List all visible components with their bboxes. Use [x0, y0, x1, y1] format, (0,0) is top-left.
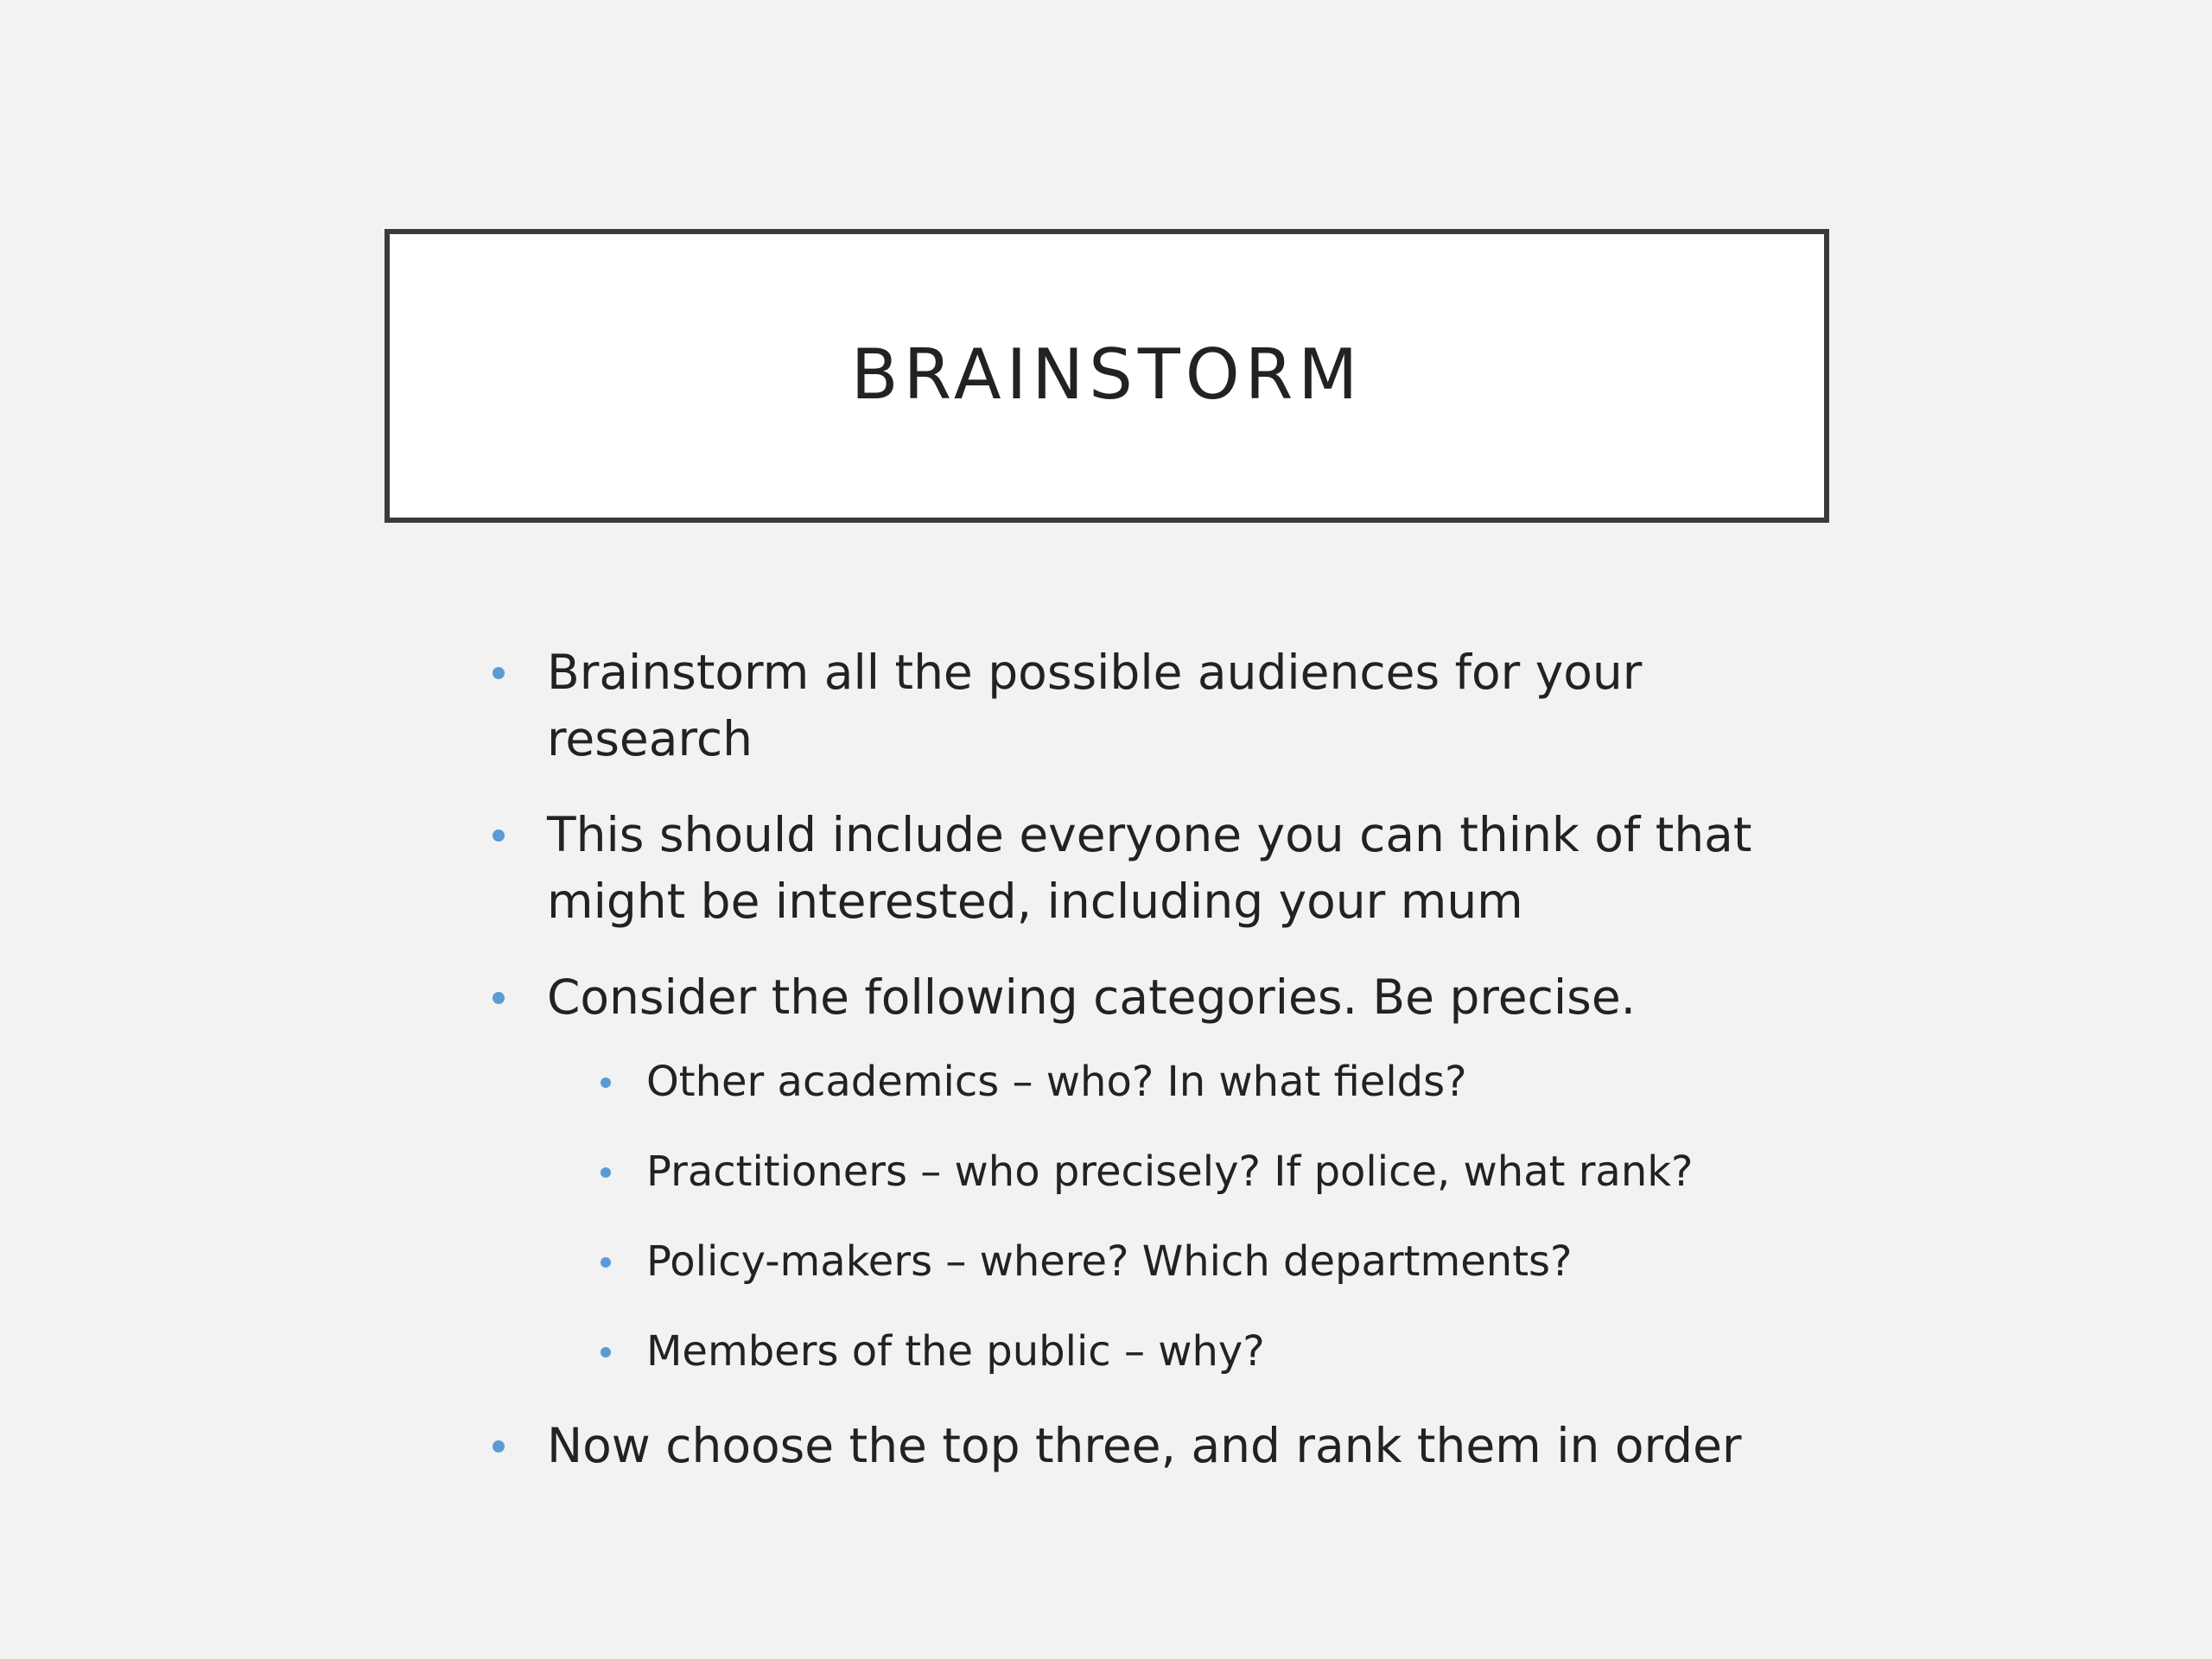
bullet-text: Now choose the top three, and rank them in order: [547, 1418, 1742, 1473]
slide-title: BRAINSTORM: [850, 334, 1363, 415]
slide-content: [484, 639, 1832, 1509]
sub-bullet-text: Practitioners – who precisely? If police, what rank?: [646, 1147, 1694, 1196]
sub-bullet-text: Members of the public – why?: [646, 1327, 1265, 1376]
bullet-text: Brainstorm all the possible audiences for your research: [547, 645, 1643, 766]
bullet-item: [484, 639, 1832, 772]
sub-bullet-dot-icon: [601, 1167, 611, 1178]
sub-bullet-text: Other academics – who? In what fields?: [646, 1058, 1467, 1106]
bullet-dot-icon: [493, 992, 505, 1004]
sub-bullet-text: Policy-makers – where? Which departments?: [646, 1237, 1573, 1286]
sub-bullet-dot-icon: [601, 1257, 611, 1268]
bullet-text: Consider the following categories. Be precise.: [547, 969, 1637, 1025]
bullet-item: [484, 802, 1832, 935]
sub-bullet-item: [538, 1323, 1832, 1380]
sub-bullet-dot-icon: [601, 1347, 611, 1357]
bullet-item: [484, 1413, 1832, 1479]
sub-bullet-item: [538, 1143, 1832, 1200]
sub-bullet-dot-icon: [601, 1077, 611, 1088]
bullet-dot-icon: [493, 667, 505, 679]
bullet-dot-icon: [493, 1440, 505, 1452]
bullet-text: This should include everyone you can think of that might be interested, including your mum: [547, 807, 1752, 929]
bullet-dot-icon: [493, 830, 505, 842]
bullet-item: [484, 964, 1832, 1380]
sub-bullet-item: [538, 1233, 1832, 1290]
sub-bullet-list: [538, 1053, 1832, 1380]
bullet-list: [484, 639, 1832, 1479]
sub-bullet-item: [538, 1053, 1832, 1110]
title-box: [385, 229, 1829, 523]
